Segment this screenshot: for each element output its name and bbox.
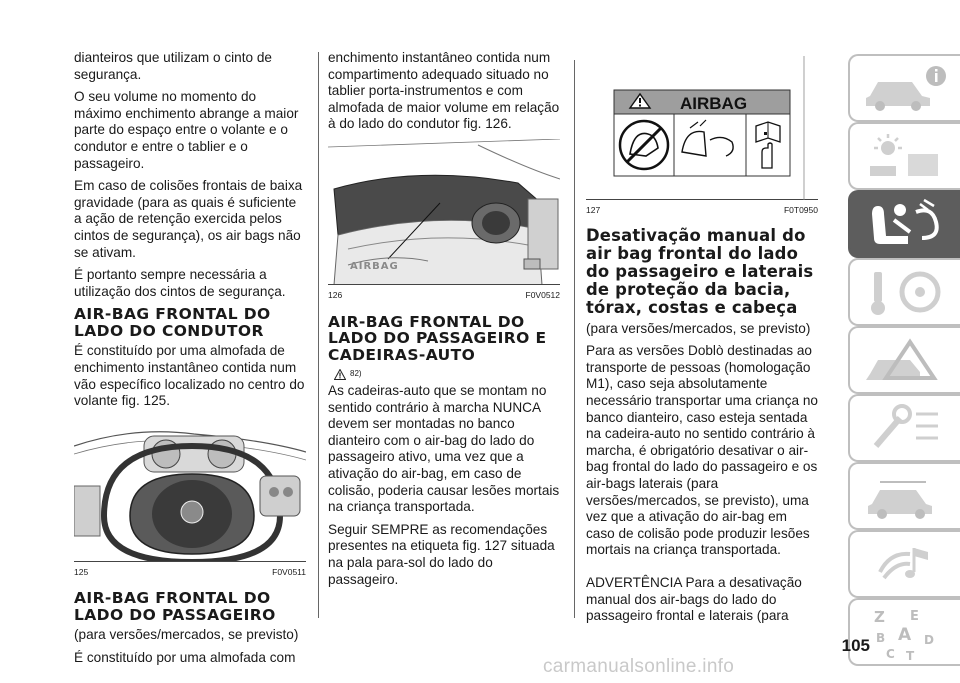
index-letter: E	[910, 609, 919, 624]
column-divider	[574, 60, 575, 618]
chapter-tab-vehicle-knowledge[interactable]	[848, 54, 960, 122]
index-letter: Z	[874, 608, 885, 626]
chapter-tab-starting-driving[interactable]	[848, 258, 960, 326]
passenger-dashboard-image	[328, 139, 560, 285]
column-divider	[318, 52, 319, 618]
index-letter: B	[876, 631, 886, 645]
paragraph: enchimento instantâneo contida num compartimento adequado situado no tablier porta-instrumentos e com almofada de maior volume em relação à do lado do condutor fig. 126.	[328, 50, 560, 132]
section-heading: Desativação manual do air bag frontal do lado do passageiro e laterais de proteção da bacia, tórax, costas e cabeça	[586, 225, 814, 317]
paragraph: Em caso de colisões frontais de baixa gravidade (para as quais é suficiente a ação de retenção exercida pelos cintos de segurança), os air bags não se ativam.	[74, 178, 303, 260]
paragraph: O seu volume no momento do máximo enchimento abrange a maior parte do espaço entre o volante e o condutor e entre o tablier e o passageiro.	[74, 89, 299, 171]
figure-code: F0V0512	[525, 289, 560, 300]
car-specs-icon	[850, 464, 960, 528]
paragraph: É constituído por uma almofada de enchimento instantâneo contida num vão específico localizado no centro do volante fig. 125.	[74, 343, 305, 409]
index-letter: C	[886, 647, 895, 661]
section-heading: AIR-BAG FRONTAL DO LADO DO PASSAGEIRO E CADEIRAS-AUTO	[328, 312, 547, 364]
figure-caption	[328, 287, 560, 304]
paragraph: Seguir SEMPRE as recomendações presentes na etiqueta fig. 127 situada na pala para-sol do lado do passageiro.	[328, 521, 555, 587]
column-2	[328, 50, 560, 594]
airbag-label-text: AIRBAG	[680, 94, 748, 113]
paragraph: ADVERTÊNCIA Para a desativação manual dos air-bags do lado do passageiro frontal e laterais (para	[586, 574, 802, 624]
warning-ref-number: 82)	[350, 368, 362, 378]
column-3	[586, 56, 818, 631]
paragraph: (para versões/mercados, se previsto)	[74, 627, 299, 643]
car-info-icon	[850, 56, 960, 120]
column-1	[74, 50, 306, 672]
seat-airbag-icon	[850, 192, 960, 256]
paragraph: dianteiros que utilizam o cinto de segurança.	[74, 50, 272, 82]
figure-caption	[74, 564, 306, 581]
index-letter: A	[898, 625, 912, 645]
airbag-emboss-text: AIRBAG	[350, 260, 399, 272]
warning-triangle-car-icon	[850, 328, 960, 392]
chapter-tab-dashboard[interactable]	[848, 122, 960, 190]
steering-wheel-image	[74, 416, 306, 562]
airbag-warning-label-image	[586, 56, 818, 200]
paragraph: Para as versões Doblò destinadas ao transporte de pessoas (homologação M1), caso seja absolutamente necessário transportar uma criança no banco dianteiro, caso esteja sentada na cadeira-auto no sentido contrário à marcha, é obrigatório desativar o air-bag frontal do lado do passageiro e os air-bags laterais (para versões/mercados, se previsto), uma vez que a ativação do air-bag em caso de colisão pode produzir lesões mortais na criança transportada.	[586, 343, 818, 558]
figure-125	[74, 416, 306, 581]
warning-reference	[334, 367, 560, 381]
figure-number: 126	[328, 289, 343, 300]
paragraph: As cadeiras-auto que se montam no sentido contrário à marcha NUNCA devem ser montadas no banco dianteiro com o air-bag do lado do passageiro ativo, uma vez que a ativação do air-bag, em caso de colisão, poderia causar lesões mortais na criança transportada.	[328, 383, 560, 515]
paragraph: É constituído por uma almofada com	[74, 649, 296, 665]
section-heading: AIR-BAG FRONTAL DO LADO DO CONDUTOR	[74, 305, 271, 340]
figure-127	[586, 56, 818, 219]
multimedia-icon	[850, 532, 960, 596]
chapter-tab-maintenance[interactable]	[848, 394, 960, 462]
dashboard-lights-icon	[850, 124, 960, 188]
figure-caption	[586, 202, 818, 219]
figure-number: 127	[586, 205, 601, 215]
chapter-tab-multimedia[interactable]	[848, 530, 960, 598]
paragraph: É portanto sempre necessária a utilização dos cintos de segurança.	[74, 267, 286, 299]
chapter-tab-safety[interactable]	[848, 190, 960, 258]
chapter-tab-emergency[interactable]	[848, 326, 960, 394]
warning-icon	[334, 369, 346, 380]
watermark: carmanualsonline.info	[543, 656, 735, 677]
wrench-checklist-icon	[850, 396, 960, 460]
figure-code: F0T0950	[783, 205, 818, 215]
figure-code: F0V0511	[272, 566, 306, 577]
index-letter: T	[906, 649, 915, 663]
page-number: 105	[841, 636, 870, 655]
figure-126	[328, 139, 560, 304]
figure-number: 125	[74, 566, 89, 577]
key-steering-wheel-icon	[850, 260, 960, 324]
index-letter: D	[924, 633, 934, 647]
section-heading: AIR-BAG FRONTAL DO LADO DO PASSAGEIRO	[74, 589, 276, 624]
paragraph: (para versões/mercados, se previsto)	[586, 320, 811, 336]
chapter-tab-technical-data[interactable]	[848, 462, 960, 530]
